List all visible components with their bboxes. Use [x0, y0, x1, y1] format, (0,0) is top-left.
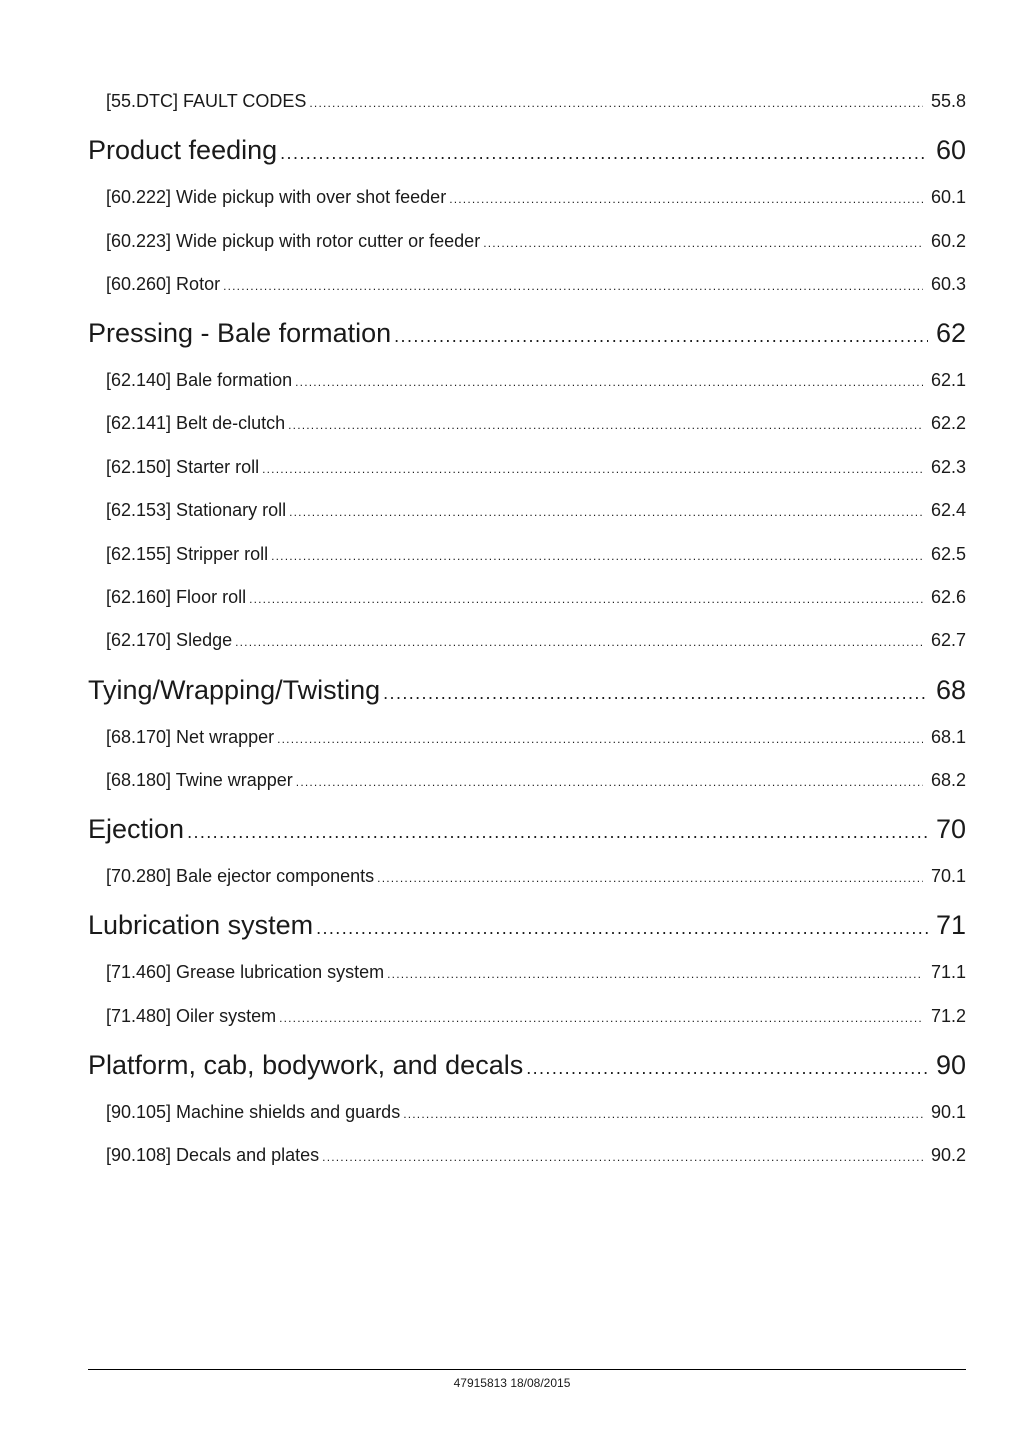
- toc-entry-60-222[interactable]: [106, 185, 966, 209]
- toc-entry-68-180[interactable]: [106, 768, 966, 792]
- toc-entry-62-170[interactable]: [106, 628, 966, 652]
- toc-entry-71-460[interactable]: [106, 960, 966, 984]
- toc-entry-label: [60.223] Wide pickup with rotor cutter or feeder: [106, 231, 481, 251]
- toc-entry-page: 90.2: [930, 1145, 966, 1165]
- dot-leader: [286, 500, 923, 522]
- toc-section-label: Tying/Wrapping/Twisting: [88, 675, 381, 705]
- toc-section-page: 70: [935, 814, 966, 844]
- toc-entry-label: [62.155] Stripper roll: [106, 544, 269, 564]
- toc-entry-page: 62.5: [930, 544, 966, 564]
- toc-section-platform[interactable]: [88, 1047, 966, 1083]
- dot-leader: [184, 814, 928, 847]
- toc-entry-90-105[interactable]: [106, 1100, 966, 1124]
- dot-leader: [391, 318, 928, 351]
- dot-leader: [268, 544, 923, 566]
- toc-entry-page: 60.1: [930, 187, 966, 207]
- toc-entry-60-260[interactable]: [106, 272, 966, 296]
- dot-leader: [384, 962, 923, 984]
- toc-entry-label: [71.460] Grease lubrication system: [106, 962, 385, 982]
- toc-section-label: Platform, cab, bodywork, and decals: [88, 1050, 524, 1080]
- toc-entry-page: 71.1: [930, 962, 966, 982]
- toc-entry-label: [90.105] Machine shields and guards: [106, 1102, 401, 1122]
- toc-entry-label: [62.160] Floor roll: [106, 587, 247, 607]
- toc-entry-label: [62.170] Sledge: [106, 630, 233, 650]
- dot-leader: [285, 413, 923, 435]
- toc-section-page: 68: [935, 675, 966, 705]
- toc-entry-55-dtc[interactable]: [106, 89, 966, 113]
- toc-entry-70-280[interactable]: [106, 864, 966, 888]
- toc-entry-page: 90.1: [930, 1102, 966, 1122]
- toc-entry-label: [70.280] Bale ejector components: [106, 866, 375, 886]
- toc-entry-label: [60.222] Wide pickup with over shot feeder: [106, 187, 447, 207]
- toc-entry-62-153[interactable]: [106, 498, 966, 522]
- toc-entry-page: 62.6: [930, 587, 966, 607]
- dot-leader: [276, 1006, 923, 1028]
- toc-entry-60-223[interactable]: [106, 229, 966, 253]
- toc-section-product-feeding[interactable]: [88, 132, 966, 168]
- toc-entry-page: 71.2: [930, 1006, 966, 1026]
- toc-entry-page: 68.2: [930, 770, 966, 790]
- toc-entry-page: 68.1: [930, 727, 966, 747]
- toc-entry-90-108[interactable]: [106, 1143, 966, 1167]
- toc-section-label: Ejection: [88, 814, 185, 844]
- toc-section-pressing[interactable]: [88, 315, 966, 351]
- toc-entry-label: [62.140] Bale formation: [106, 370, 293, 390]
- dot-leader: [220, 274, 923, 296]
- toc-section-label: Pressing - Bale formation: [88, 318, 392, 348]
- dot-leader: [313, 910, 928, 943]
- toc-entry-62-141[interactable]: [106, 411, 966, 435]
- toc-entry-68-170[interactable]: [106, 725, 966, 749]
- toc-entry-label: [90.108] Decals and plates: [106, 1145, 320, 1165]
- toc-section-page: 90: [935, 1050, 966, 1080]
- toc-entry-page: 62.2: [930, 413, 966, 433]
- toc-section-page: 71: [935, 910, 966, 940]
- toc-section-label: Lubrication system: [88, 910, 314, 940]
- dot-leader: [274, 727, 923, 749]
- toc-entry-62-140[interactable]: [106, 368, 966, 392]
- footer-divider: [88, 1369, 966, 1370]
- toc-entry-label: [71.480] Oiler system: [106, 1006, 277, 1026]
- dot-leader: [319, 1145, 923, 1167]
- toc-section-page: 62: [935, 318, 966, 348]
- toc-entry-62-160[interactable]: [106, 585, 966, 609]
- dot-leader: [306, 91, 923, 113]
- toc-section-tying[interactable]: [88, 672, 966, 708]
- dot-leader: [232, 630, 923, 652]
- dot-leader: [292, 370, 923, 392]
- toc-entry-label: [60.260] Rotor: [106, 274, 221, 294]
- dot-leader: [293, 770, 923, 792]
- toc-entry-page: 55.8: [930, 91, 966, 111]
- toc-entry-label: [68.180] Twine wrapper: [106, 770, 293, 790]
- dot-leader: [380, 675, 928, 708]
- toc-section-ejection[interactable]: [88, 811, 966, 847]
- toc-entry-label: [62.150] Starter roll: [106, 457, 260, 477]
- toc-section-lubrication[interactable]: [88, 907, 966, 943]
- dot-leader: [523, 1050, 928, 1083]
- toc-entry-page: 70.1: [930, 866, 966, 886]
- dot-leader: [400, 1102, 923, 1124]
- toc-entry-page: 62.3: [930, 457, 966, 477]
- dot-leader: [259, 457, 923, 479]
- toc-entry-page: 60.2: [930, 231, 966, 251]
- footer-doc-id: 47915813 18/08/2015: [453, 1376, 571, 1390]
- dot-leader: [246, 587, 923, 609]
- toc-entry-71-480[interactable]: [106, 1004, 966, 1028]
- dot-leader: [480, 231, 923, 253]
- toc-entry-62-150[interactable]: [106, 455, 966, 479]
- toc-entry-label: [55.DTC] FAULT CODES: [106, 91, 307, 111]
- toc-entry-page: 62.1: [930, 370, 966, 390]
- toc-section-label: Product feeding: [88, 135, 278, 165]
- toc-section-page: 60: [935, 135, 966, 165]
- dot-leader: [277, 135, 928, 168]
- dot-leader: [446, 187, 923, 209]
- toc-entry-label: [62.141] Belt de-clutch: [106, 413, 286, 433]
- toc-entry-label: [68.170] Net wrapper: [106, 727, 275, 747]
- toc-entry-page: 60.3: [930, 274, 966, 294]
- toc-entry-page: 62.7: [930, 630, 966, 650]
- toc-entry-62-155[interactable]: [106, 542, 966, 566]
- toc-entry-label: [62.153] Stationary roll: [106, 500, 287, 520]
- dot-leader: [374, 866, 923, 888]
- toc-entry-page: 62.4: [930, 500, 966, 520]
